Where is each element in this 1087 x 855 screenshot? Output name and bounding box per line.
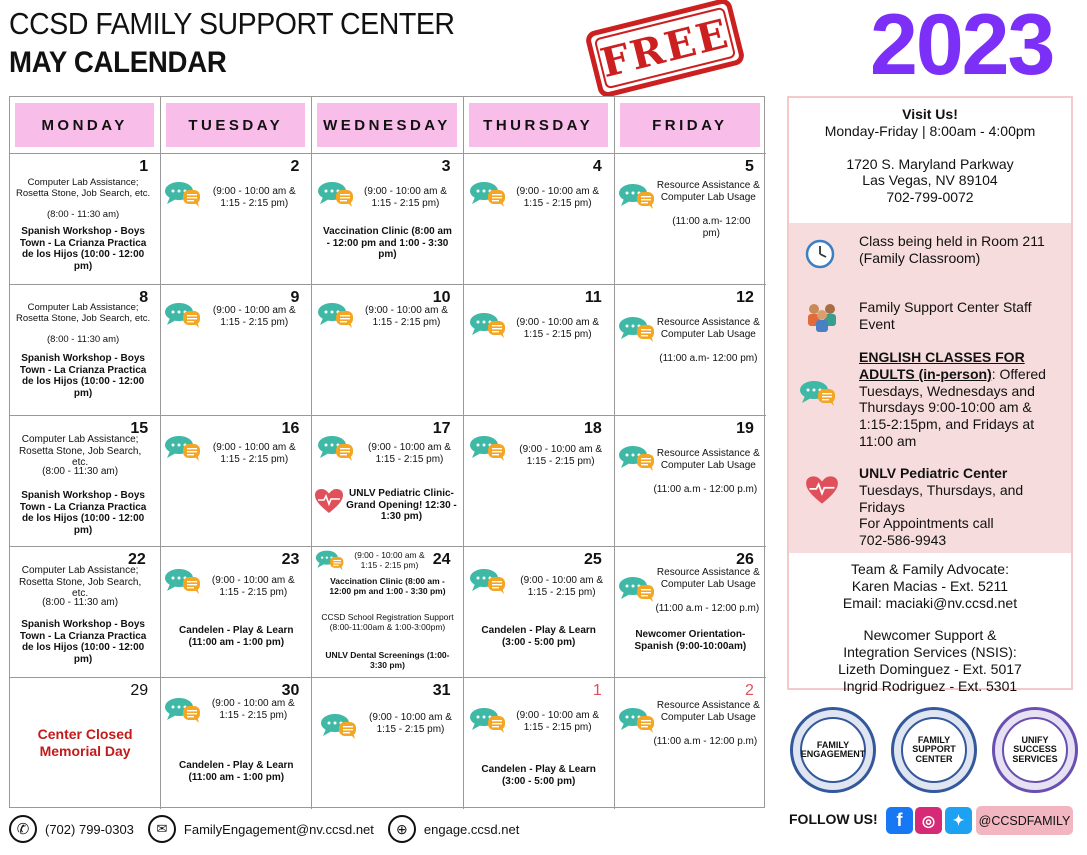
day-header-tuesday: TUESDAY — [161, 97, 312, 154]
family-engagement-logo: FAMILY ENGAGEMENT — [790, 707, 876, 793]
info-panel — [787, 96, 1073, 694]
chat-icon — [164, 434, 202, 462]
legend-staff-text: Family Support Center Staff Event — [859, 299, 1032, 332]
day-cell-may-8: 8 Computer Lab Assistance; Rosetta Stone, Job Search, etc. (8:00 - 11:30 am) Spanish Workshop - Boys Town - La Crianza Practica de los Hijos (10:00 - 12:00 pm) — [10, 285, 161, 416]
day-cell-may-16: 16 (9:00 - 10:00 am & 1:15 - 2:15 pm) — [161, 416, 312, 547]
day-cell-may-5: 5 Resource Assistance & Computer Lab Usage (11:00 a.m- 12:00 pm) — [615, 154, 766, 285]
advocate-email[interactable]: Email: maciaki@nv.ccsd.net — [842, 594, 1018, 611]
address-line1: 1720 S. Maryland Parkway — [846, 155, 1014, 172]
legend-room-text: Class being held in Room 211 (Family Classroom) — [859, 233, 1045, 266]
follow-us-label: FOLLOW US! — [789, 811, 878, 827]
chat-icon — [164, 301, 202, 329]
heart-monitor-icon — [805, 475, 839, 505]
day-cell-may-18: 18 (9:00 - 10:00 am & 1:15 - 2:15 pm) — [464, 416, 615, 547]
day-cell-may-17: 17 (9:00 - 10:00 am & 1:15 - 2:15 pm) UNLV Pediatric Clinic- Grand Opening! 12:30 - 1:30 pm) — [312, 416, 463, 547]
address-line2: Las Vegas, NV 89104 — [862, 172, 998, 189]
year-label: 2023 — [870, 0, 1054, 93]
chat-icon — [164, 567, 202, 595]
chat-icon — [317, 434, 355, 462]
chat-icon — [799, 379, 837, 407]
chat-icon — [618, 706, 656, 734]
free-stamp: FREE — [584, 0, 746, 99]
chat-icon — [469, 567, 507, 595]
day-cell-may-31: 31 (9:00 - 10:00 am & 1:15 - 2:15 pm) — [312, 678, 463, 809]
day-cell-may-4: 4 (9:00 - 10:00 am & 1:15 - 2:15 pm) — [464, 154, 615, 285]
advocate-title: Team & Family Advocate: — [851, 561, 1009, 577]
globe-icon: ⊕ — [388, 815, 416, 843]
calendar-grid — [9, 96, 765, 808]
chat-icon — [618, 182, 656, 210]
chat-icon — [314, 549, 346, 571]
chat-icon — [317, 180, 355, 208]
day-cell-may-3: 3 (9:00 - 10:00 am & 1:15 - 2:15 pm) Vaccination Clinic (8:00 am - 12:00 pm and 1:00 - 3:30 pm) — [312, 154, 463, 285]
social-handle[interactable]: @CCSDFAMILY — [976, 806, 1073, 835]
day-header-friday: FRIDAY — [615, 97, 766, 154]
instagram-icon[interactable]: ◎ — [915, 807, 942, 834]
day-cell-may-19: 19 Resource Assistance & Computer Lab Usage (11:00 a.m - 12:00 p.m) — [615, 416, 766, 547]
footer-email[interactable]: FamilyEngagement@nv.ccsd.net — [183, 821, 374, 837]
legend — [789, 223, 1071, 553]
day-cell-may-12: 12 Resource Assistance & Computer Lab Usage (11:00 a.m- 12:00 pm) — [615, 285, 766, 416]
chat-icon — [469, 434, 507, 462]
day-cell-may-15: 15 Computer Lab Assistance; Rosetta Stone, Job Search, etc. (8:00 - 11:30 am) Spanish Workshop - Boys Town - La Crianza Practica de los Hijos (10:00 - 12:00 pm) — [10, 416, 161, 547]
day-cell-may-29: 29 Center Closed Memorial Day — [10, 678, 161, 809]
day-cell-may-26: 26 Resource Assistance & Computer Lab Usage (11:00 a.m - 12:00 p.m) Newcomer Orientation- Spanish (9:00-10:00am) — [615, 547, 766, 678]
day-cell-june-1: 1 (9:00 - 10:00 am & 1:15 - 2:15 pm) Candelen - Play & Learn (3:00 - 5:00 pm) — [464, 678, 615, 809]
phone-icon: ✆ — [9, 815, 37, 843]
chat-icon — [469, 180, 507, 208]
footer-contacts — [9, 815, 519, 843]
visit-title: Visit Us! — [902, 106, 958, 122]
day-cell-may-23: 23 (9:00 - 10:00 am & 1:15 - 2:15 pm) Candelen - Play & Learn (11:00 am - 1:00 pm) — [161, 547, 312, 678]
chat-icon — [164, 696, 202, 724]
mail-icon: ✉ — [148, 815, 176, 843]
chat-icon — [164, 180, 202, 208]
nsis-contact-2: Ingrid Rodriguez - Ext. 5301 — [842, 677, 1018, 694]
day-cell-may-10: 10 (9:00 - 10:00 am & 1:15 - 2:15 pm) — [312, 285, 463, 416]
day-cell-may-30: 30 (9:00 - 10:00 am & 1:15 - 2:15 pm) Candelen - Play & Learn (11:00 am - 1:00 pm) — [161, 678, 312, 809]
nsis-contact-1: Lizeth Dominguez - Ext. 5017 — [838, 660, 1022, 677]
nsis-title-2: Integration Services (NSIS): — [843, 644, 1017, 661]
chat-icon — [320, 712, 358, 740]
footer-phone[interactable]: (702) 799-0303 — [45, 821, 134, 837]
day-header-thursday: THURSDAY — [464, 97, 615, 154]
chat-icon — [618, 575, 656, 603]
center-phone: 702-799-0072 — [886, 189, 974, 206]
day-header-monday: MONDAY — [10, 97, 161, 154]
clock-icon — [805, 239, 835, 269]
center-title: CCSD FAMILY SUPPORT CENTER — [9, 6, 455, 41]
footer-website[interactable]: engage.ccsd.net — [423, 821, 520, 837]
calendar-title: MAY CALENDAR — [9, 46, 227, 79]
chat-icon — [317, 301, 355, 329]
day-header-wednesday: WEDNESDAY — [312, 97, 463, 154]
day-cell-may-2: 2 (9:00 - 10:00 am & 1:15 - 2:15 pm) — [161, 154, 312, 285]
twitter-icon[interactable]: ✦ — [945, 807, 972, 834]
nsis-title: Newcomer Support & — [863, 627, 997, 644]
family-support-center-logo: FAMILY SUPPORT CENTER — [891, 707, 977, 793]
chat-icon — [618, 444, 656, 472]
day-cell-may-11: 11 (9:00 - 10:00 am & 1:15 - 2:15 pm) — [464, 285, 615, 416]
heart-monitor-icon — [314, 488, 344, 514]
day-cell-may-1: 1 Computer Lab Assistance; Rosetta Stone, Job Search, etc. (8:00 - 11:30 am) Spanish Workshop - Boys Town - La Crianza Practica de los Hijos (10:00 - 12:00 pm) — [10, 154, 161, 285]
visit-hours: Monday-Friday | 8:00am - 4:00pm — [824, 122, 1036, 139]
advocate-name: Karen Macias - Ext. 5211 — [851, 577, 1009, 594]
day-cell-june-2: 2 Resource Assistance & Computer Lab Usage (11:00 a.m - 12:00 p.m) — [615, 678, 766, 809]
day-cell-may-9: 9 (9:00 - 10:00 am & 1:15 - 2:15 pm) — [161, 285, 312, 416]
chat-icon — [469, 311, 507, 339]
day-cell-may-24: 24 (9:00 - 10:00 am & 1:15 - 2:15 pm) Vaccination Clinic (8:00 am - 12:00 pm and 1:00 - 3:30 pm) CCSD School Registration Support (8:00-11:00am & 1:00-3:00pm) UNLV Dental Screenings (1:00-3:30 pm) — [312, 547, 463, 678]
unify-success-logo: UNIFY SUCCESS SERVICES — [992, 707, 1078, 793]
day-cell-may-25: 25 (9:00 - 10:00 am & 1:15 - 2:15 pm) Candelen - Play & Learn (3:00 - 5:00 pm) — [464, 547, 615, 678]
day-cell-may-22: 22 Computer Lab Assistance; Rosetta Stone, Job Search, etc. (8:00 - 11:30 am) Spanish Workshop - Boys Town - La Crianza Practica de los Hijos (10:00 - 12:00 pm) — [10, 547, 161, 678]
english-classes-text: ENGLISH CLASSES FOR ADULTS (in-person): Offered Tuesdays, Wednesdays and Thursdays 9:00-10:00 am & 1:15-2:15pm, and Fridays at 11:00 am — [859, 349, 1046, 449]
staff-event-icon — [805, 301, 839, 333]
facebook-icon[interactable]: f — [886, 807, 913, 834]
unlv-pediatric-text: UNLV Pediatric Center Tuesdays, Thursdays, and Fridays For Appointments call 702-586-9943 — [859, 465, 1024, 549]
chat-icon — [469, 706, 507, 734]
chat-icon — [618, 315, 656, 343]
closed-notice: Center Closed Memorial Day — [37, 726, 133, 759]
